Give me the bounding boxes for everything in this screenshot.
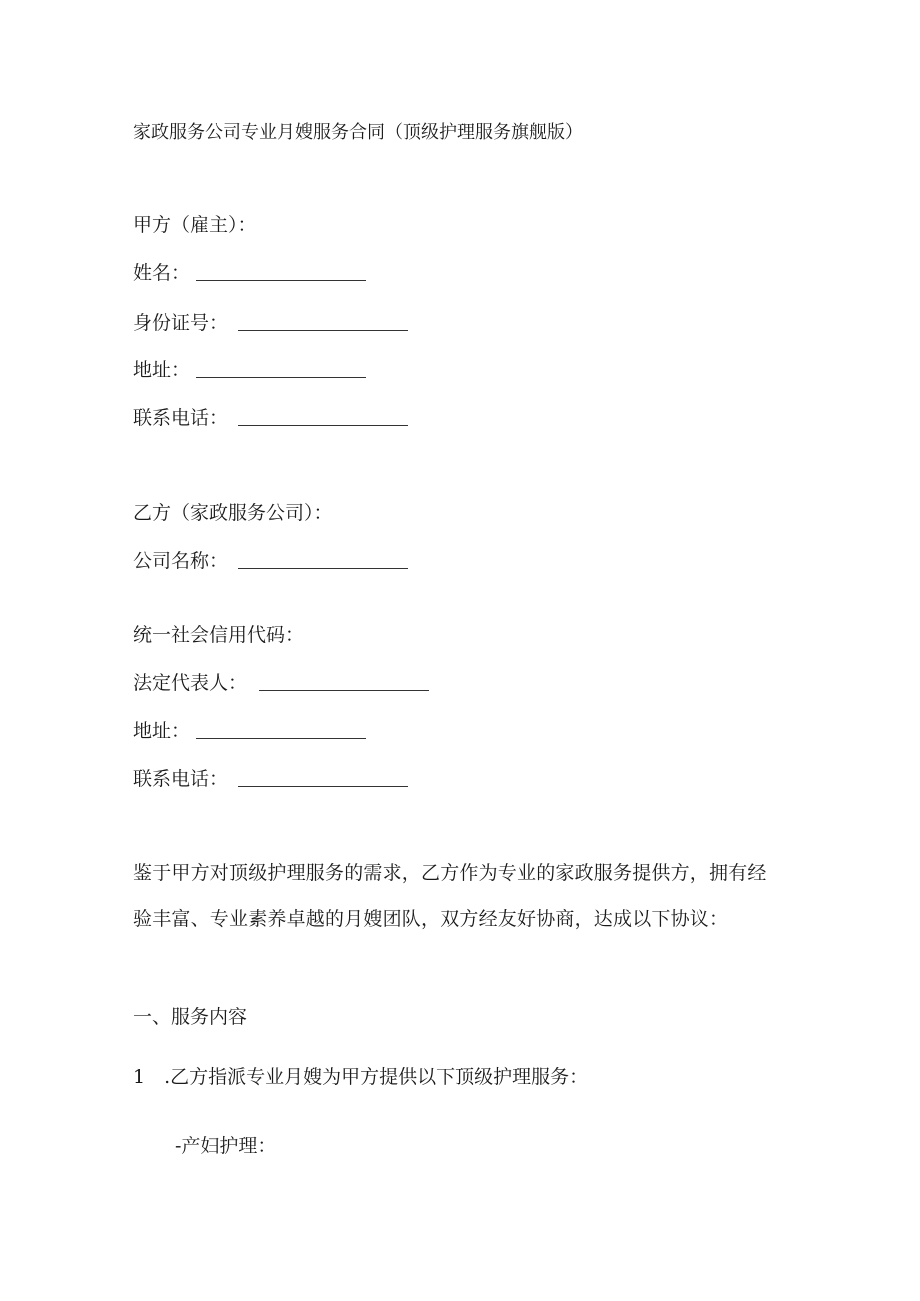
party-b-heading: 乙方（家政服务公司）： (133, 502, 333, 524)
party-a-name-field[interactable] (196, 262, 366, 281)
party-b-credit-code-label: 统一社会信用代码： (133, 624, 305, 646)
section-1-heading: 一、服务内容 (133, 1006, 248, 1028)
party-b-company-field[interactable] (238, 550, 408, 569)
party-a-address-field[interactable] (196, 359, 366, 378)
party-a-phone-label: 联系电话： (133, 407, 229, 429)
party-a-id-field[interactable] (238, 312, 408, 331)
party-a-address-row (133, 357, 366, 383)
party-b-phone-field[interactable] (238, 768, 408, 787)
party-b-company-label: 公司名称： (133, 550, 229, 572)
preamble-paragraph: 鉴于甲方对顶级护理服务的需求，乙方作为专业的家政服务提供方，拥有经验丰富、专业素养卓越的月嫂团队，双方经友好协商，达成以下协议： (133, 862, 767, 930)
party-b-address-row (133, 718, 366, 744)
party-a-id-label: 身份证号： (133, 312, 229, 334)
party-a-heading: 甲方（雇主）： (133, 214, 257, 236)
party-b-address-field[interactable] (196, 720, 366, 739)
party-b-address-label: 地址： (133, 720, 191, 742)
party-a-name-label: 姓名： (133, 262, 191, 284)
document-title: 家政服务公司专业月嫂服务合同（顶级护理服务旗舰版） (133, 122, 583, 143)
party-a-name-row (133, 260, 366, 286)
sub-item-maternal-care: -产妇护理： (175, 1135, 277, 1157)
party-b-phone-row (133, 766, 408, 792)
party-b-phone-label: 联系电话： (133, 768, 229, 790)
party-b-legal-rep-label: 法定代表人： (133, 672, 248, 694)
party-b-company-row (133, 548, 408, 574)
party-a-phone-row (133, 405, 408, 431)
section-1-item-1: 1 .乙方指派专业月嫂为甲方提供以下顶级护理服务： (133, 1066, 589, 1088)
party-a-phone-field[interactable] (238, 407, 408, 426)
party-a-address-label: 地址： (133, 359, 191, 381)
party-b-legal-rep-field[interactable] (259, 672, 429, 691)
party-a-id-row (133, 310, 408, 336)
party-b-legal-rep-row (133, 670, 429, 696)
